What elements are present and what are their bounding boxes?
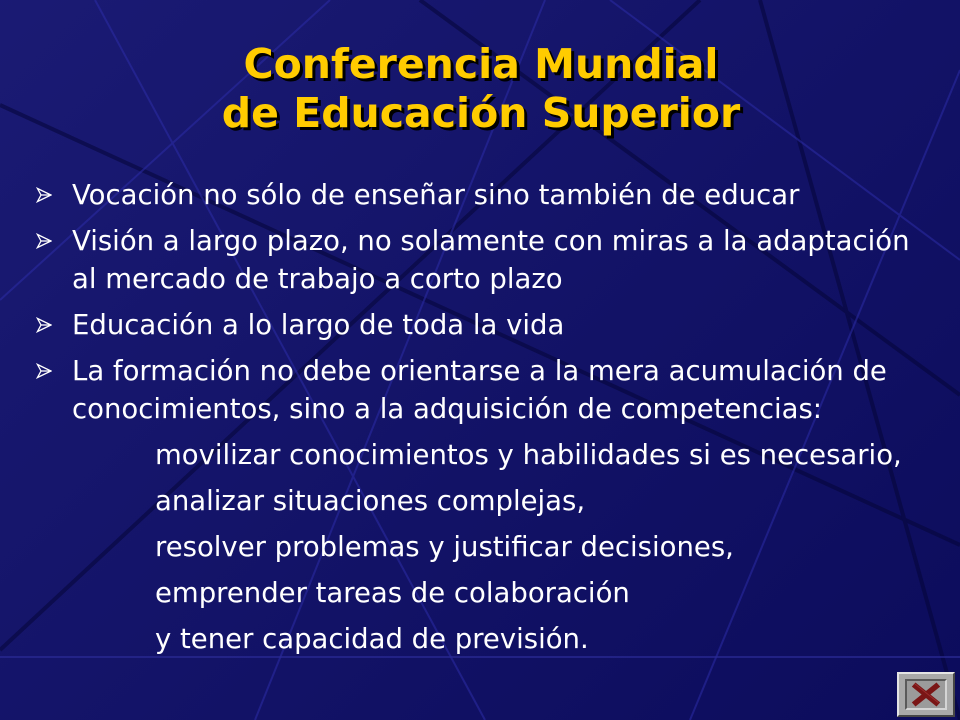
end-show-button-face[interactable] — [905, 679, 947, 710]
bullet-item — [0, 352, 960, 428]
bullet-text: Vocación no sólo de enseñar sino también de educar — [72, 179, 800, 211]
competency-item — [0, 436, 960, 474]
arrowhead-bullet-icon — [36, 187, 52, 203]
bullet-text: al mercado de trabajo a corto plazo — [72, 263, 563, 295]
x-icon — [907, 681, 945, 708]
competency-item — [0, 528, 960, 566]
arrowhead-bullet-icon — [36, 233, 52, 249]
bullet-text: La formación no debe orientarse a la mera acumulación de — [72, 355, 887, 387]
competency-item — [0, 482, 960, 520]
bullet-item — [0, 176, 960, 214]
title-line: de Educación Superior — [221, 89, 741, 137]
title-line: Conferencia Mundial — [243, 40, 719, 88]
competency-text: resolver problemas y justificar decisiones, — [155, 531, 734, 563]
bullet-text: Visión a largo plazo, no solamente con miras a la adaptación — [72, 225, 910, 257]
end-show-button[interactable] — [897, 672, 955, 717]
competency-item — [0, 574, 960, 612]
competency-text: emprender tareas de colaboración — [155, 577, 630, 609]
competency-text: analizar situaciones complejas, — [155, 485, 586, 517]
arrowhead-bullet-icon — [36, 317, 52, 333]
competency-text: y tener capacidad de previsión. — [155, 623, 589, 655]
competency-item — [0, 620, 960, 658]
competency-text: movilizar conocimientos y habilidades si es necesario, — [155, 439, 902, 471]
arrowhead-bullet-icon — [36, 363, 52, 379]
bullet-item — [0, 222, 960, 298]
bullet-text: conocimientos, sino a la adquisición de competencias: — [72, 393, 823, 425]
slide-title — [0, 40, 960, 138]
slide-body — [0, 176, 960, 666]
bullet-text: Educación a lo largo de toda la vida — [72, 309, 565, 341]
bullet-item — [0, 306, 960, 344]
